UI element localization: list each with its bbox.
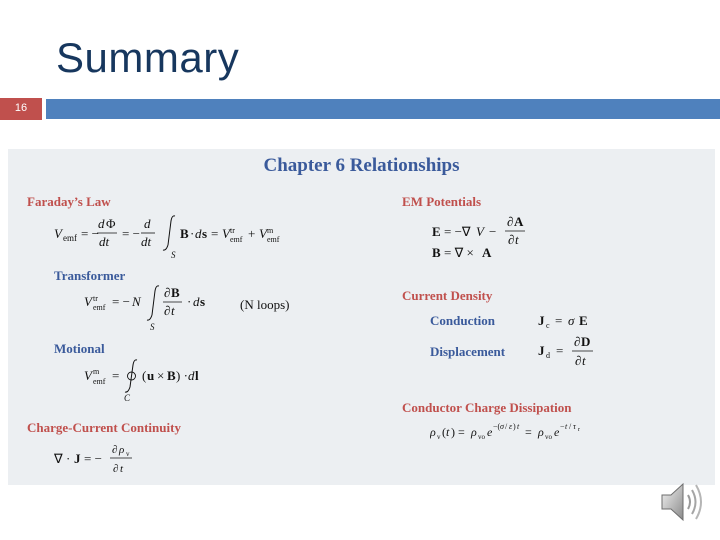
svg-text:s: s <box>200 294 206 309</box>
svg-text:emf: emf <box>93 303 106 312</box>
svg-text:v: v <box>437 433 441 441</box>
svg-text:∂: ∂ <box>575 353 582 368</box>
svg-text:m: m <box>267 226 274 235</box>
svg-text:d: d <box>188 368 195 383</box>
svg-text:e: e <box>487 425 493 439</box>
svg-text:J: J <box>538 343 545 358</box>
faraday-equation <box>54 211 324 261</box>
svg-text:∂: ∂ <box>164 303 171 318</box>
svg-text:l: l <box>195 368 199 383</box>
svg-text:A: A <box>514 214 524 229</box>
svg-text:B: B <box>180 226 189 241</box>
conduction-label: Conduction <box>430 313 496 328</box>
svg-text:V: V <box>222 226 230 241</box>
svg-text:t: t <box>582 353 586 368</box>
transformer-note: (N loops) <box>240 297 290 312</box>
svg-text:J: J <box>74 451 81 466</box>
svg-text:e: e <box>554 425 560 439</box>
svg-text:d: d <box>195 226 202 241</box>
svg-text:=: = <box>458 425 465 439</box>
svg-text:= ∇ ×: = ∇ × <box>444 245 474 260</box>
svg-text:=: = <box>525 425 532 439</box>
svg-text:emf: emf <box>63 233 77 243</box>
svg-text:=: = <box>211 226 219 241</box>
svg-text:t: t <box>565 422 568 431</box>
svg-text:emf: emf <box>267 235 280 244</box>
transformer-equation <box>84 281 244 333</box>
svg-text:d: d <box>193 294 200 309</box>
svg-text:σ: σ <box>500 422 504 431</box>
svg-text:·: · <box>187 294 192 309</box>
svg-text:(: ( <box>442 425 446 439</box>
svg-text:V: V <box>259 226 267 241</box>
svg-text:vo: vo <box>545 433 552 441</box>
svg-text:ε: ε <box>509 422 513 431</box>
svg-text:·: · <box>190 226 195 241</box>
svg-text:s: s <box>202 226 208 241</box>
svg-text:ρ: ρ <box>471 425 477 439</box>
svg-text:−(: −( <box>493 422 501 431</box>
svg-text:emf: emf <box>93 377 106 386</box>
svg-text:tr: tr <box>93 294 98 303</box>
svg-text:V: V <box>84 294 92 309</box>
svg-text:t: t <box>517 422 520 431</box>
svg-text:B: B <box>167 368 176 383</box>
svg-text:∂: ∂ <box>507 214 514 229</box>
svg-text:C: C <box>124 393 131 403</box>
dissipation-heading: Conductor Charge Dissipation <box>402 400 572 415</box>
svg-text:B: B <box>432 245 441 260</box>
svg-text:∇ ·: ∇ · <box>54 451 71 466</box>
svg-text:∂: ∂ <box>112 444 118 456</box>
continuity-equation <box>54 437 164 479</box>
svg-text:= −: = − <box>122 226 140 241</box>
svg-text:Φ: Φ <box>106 216 116 231</box>
potentials-equations <box>430 211 550 265</box>
svg-text:−: − <box>489 224 497 239</box>
svg-text:d: d <box>98 216 105 231</box>
svg-text:dt: dt <box>141 234 152 249</box>
svg-text:N: N <box>132 294 141 309</box>
svg-text:/: / <box>569 422 572 431</box>
svg-text:= −: = − <box>112 294 130 309</box>
svg-text:V: V <box>476 224 484 239</box>
svg-text:ρ: ρ <box>430 425 436 439</box>
svg-text:=: = <box>112 368 120 383</box>
faraday-heading: Faraday’s Law <box>27 194 111 209</box>
current-density-heading: Current Density <box>402 288 493 303</box>
title-bar <box>46 99 720 119</box>
displacement-equation <box>538 331 608 373</box>
svg-text:B: B <box>171 285 180 300</box>
svg-text:tr: tr <box>230 226 235 235</box>
svg-text:D: D <box>581 334 591 349</box>
slide-title: Summary <box>56 34 240 81</box>
svg-text:t: t <box>515 232 519 247</box>
svg-text:r: r <box>578 427 580 433</box>
svg-text:∂: ∂ <box>113 463 119 475</box>
svg-text:E: E <box>579 313 588 328</box>
svg-text:=: = <box>556 343 564 358</box>
svg-text:σ: σ <box>568 313 575 328</box>
svg-text:×: × <box>157 368 165 383</box>
svg-text:d: d <box>144 216 151 231</box>
potentials-heading: EM Potentials <box>402 194 482 209</box>
svg-text:V: V <box>84 368 92 383</box>
svg-text:/: / <box>505 422 508 431</box>
svg-text:t: t <box>171 303 175 318</box>
svg-text:): ) <box>451 425 455 439</box>
svg-text:V: V <box>54 226 62 241</box>
svg-text:J: J <box>538 313 545 328</box>
svg-text:∂: ∂ <box>508 232 515 247</box>
svg-text:= −: = − <box>84 451 102 466</box>
svg-text:): ) <box>513 422 516 431</box>
svg-text:= −∇: = −∇ <box>444 224 471 239</box>
svg-text:v: v <box>126 450 130 458</box>
relationships-panel <box>8 149 715 485</box>
svg-text:∂: ∂ <box>574 334 581 349</box>
svg-text:∂: ∂ <box>164 285 171 300</box>
conduction-equation <box>538 311 608 331</box>
svg-text:vo: vo <box>478 433 485 441</box>
svg-text:+: + <box>248 226 256 241</box>
transformer-heading: Transformer <box>54 268 126 283</box>
svg-text:E: E <box>432 224 441 239</box>
svg-text:S: S <box>150 322 155 332</box>
svg-text:ρ: ρ <box>538 425 544 439</box>
svg-text:m: m <box>93 367 100 376</box>
svg-text:−: − <box>560 422 565 431</box>
svg-text:S: S <box>171 250 176 260</box>
svg-text:t: t <box>446 425 450 439</box>
svg-text:d: d <box>546 351 550 360</box>
svg-text:t: t <box>120 463 124 475</box>
continuity-heading: Charge-Current Continuity <box>27 420 181 435</box>
svg-text:(: ( <box>142 368 147 383</box>
svg-text:c: c <box>546 321 550 330</box>
svg-text:u: u <box>147 368 155 383</box>
svg-text:A: A <box>482 245 492 260</box>
dissipation-equation <box>430 419 630 445</box>
motional-equation <box>84 355 234 405</box>
speaker-icon[interactable] <box>658 478 708 526</box>
svg-text:=: = <box>555 313 563 328</box>
svg-text:) ·: ) · <box>176 368 188 383</box>
svg-text:dt: dt <box>99 234 110 249</box>
displacement-label: Displacement <box>430 344 506 359</box>
slide-number: 16 <box>0 98 42 120</box>
motional-heading: Motional <box>54 341 105 356</box>
svg-text:τ: τ <box>573 422 576 431</box>
panel-title: Chapter 6 Relationships <box>263 155 460 176</box>
svg-text:emf: emf <box>230 235 243 244</box>
svg-text:= −: = − <box>81 226 99 241</box>
svg-text:ρ: ρ <box>119 444 125 456</box>
